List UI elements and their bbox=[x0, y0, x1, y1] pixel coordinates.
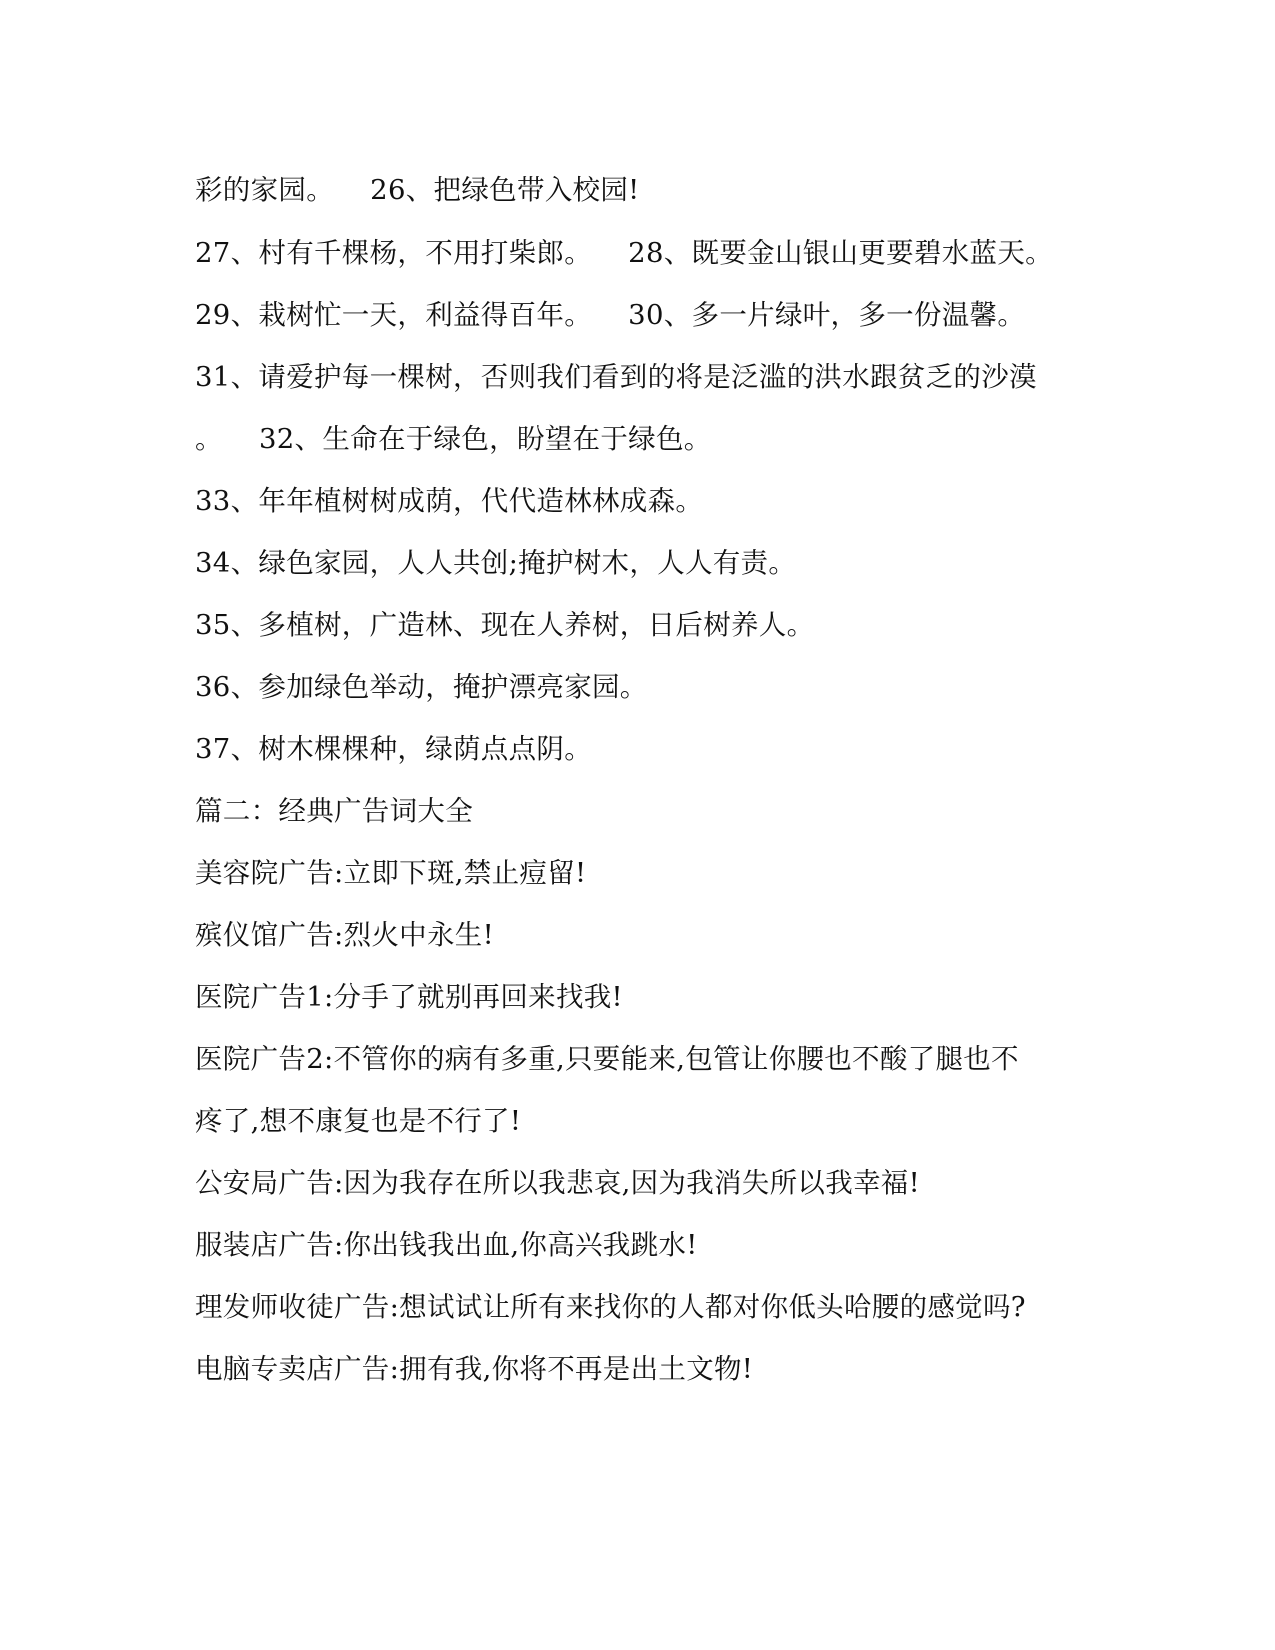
text-line: 医院广告1:分手了就别再回来找我! bbox=[195, 981, 623, 1013]
text-line: 33、年年植树树成荫，代代造林林成森。 bbox=[195, 485, 704, 517]
text-line: 31、请爱护每一棵树，否则我们看到的将是泛滥的洪水跟贫乏的沙漠 bbox=[195, 361, 1037, 393]
text-line: 理发师收徒广告:想试试让所有来找你的人都对你低头哈腰的感觉吗? bbox=[195, 1291, 1026, 1323]
text-line: 27、村有千棵杨，不用打柴郎。 28、既要金山银山更要碧水蓝天。 bbox=[195, 237, 1053, 269]
text-line: 医院广告2:不管你的病有多重,只要能来,包管让你腰也不酸了腿也不 bbox=[195, 1043, 1019, 1075]
text-line: 29、栽树忙一天，利益得百年。 30、多一片绿叶，多一份温馨。 bbox=[195, 299, 1026, 331]
text-line: 疼了,想不康复也是不行了! bbox=[195, 1105, 522, 1137]
text-line: 彩的家园。 26、把绿色带入校园! bbox=[195, 174, 640, 206]
text-line: 37、树木棵棵种，绿荫点点阴。 bbox=[195, 733, 592, 765]
text-line: 服装店广告:你出钱我出血,你高兴我跳水! bbox=[195, 1229, 698, 1261]
text-line: 34、绿色家园，人人共创;掩护树木，人人有责。 bbox=[195, 547, 797, 579]
text-line: 35、多植树，广造林、现在人养树，日后树养人。 bbox=[195, 609, 815, 641]
text-line: 36、参加绿色举动，掩护漂亮家园。 bbox=[195, 671, 648, 703]
text-line: 美容院广告:立即下斑,禁止痘留! bbox=[195, 857, 587, 889]
text-line: 殡仪馆广告:烈火中永生! bbox=[195, 919, 494, 951]
text-line: 。 32、生命在于绿色，盼望在于绿色。 bbox=[195, 423, 712, 455]
text-line: 公安局广告:因为我存在所以我悲哀,因为我消失所以我幸福! bbox=[195, 1167, 920, 1199]
text-line: 电脑专卖店广告:拥有我,你将不再是出土文物! bbox=[195, 1353, 754, 1385]
section-heading: 篇二：经典广告词大全 bbox=[195, 795, 473, 827]
